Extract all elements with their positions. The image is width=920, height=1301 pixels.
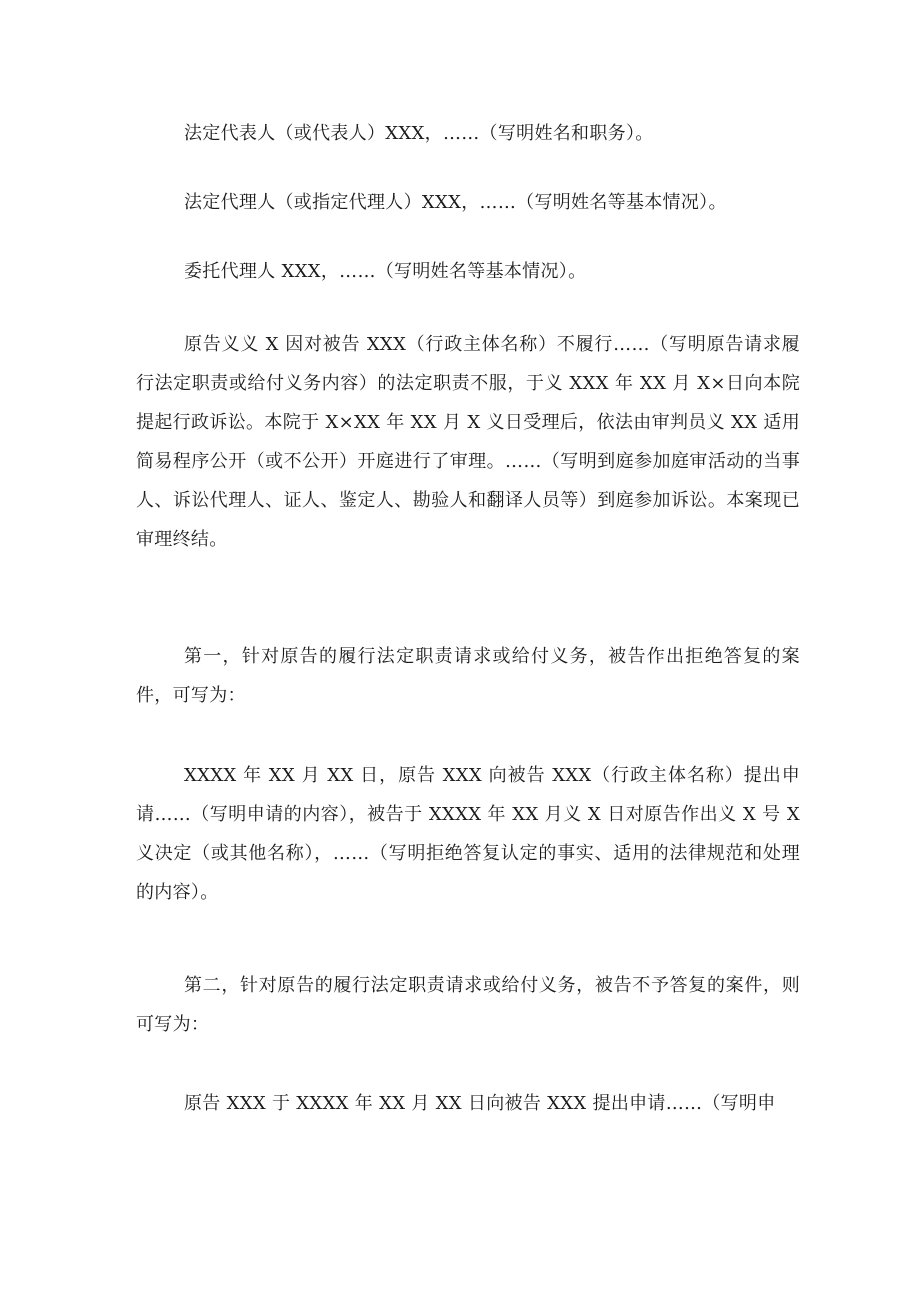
paragraph-case-background: 原告义义 X 因对被告 XXX（行政主体名称）不履行……（写明原告请求履行法定职责或给付义务内容）的法定职责不服，于义 XXX 年 XX 月 X×日向本院提起行政诉讼。本院于 X×XX 年 XX 月 X 义日受理后，依法由审判员义 XX 适用简易程序公开（或不公开）开庭进行了审理。……（写明到庭参加庭审活动的当事人、诉讼代理人、证人、鉴定人、勘验人和翻译人员等）到庭参加诉讼。本案现已审理终结。 <box>136 334 800 550</box>
paragraph-entrusted-agent: 委托代理人 XXX，……（写明姓名等基本情况）。 <box>184 261 587 282</box>
paragraph-statutory-agent: 法定代理人（或指定代理人）XXX，……（写明姓名等基本情况）。 <box>184 192 727 213</box>
paragraph-second-case-type: 第二，针对原告的履行法定职责请求或给付义务，被告不予答复的案件，则可写为： <box>136 975 800 1035</box>
paragraph-legal-representative: 法定代表人（或代表人）XXX，……（写明姓名和职务）。 <box>184 123 654 144</box>
paragraph-first-case-type: 第一，针对原告的履行法定职责请求或给付义务，被告作出拒绝答复的案件，可写为： <box>136 646 800 706</box>
paragraph-second-case-template: 原告 XXX 于 XXXX 年 XX 月 XX 日向被告 XXX 提出申请……（写明申 <box>184 1093 776 1114</box>
paragraph-first-case-template: XXXX 年 XX 月 XX 日，原告 XXX 向被告 XXX（行政主体名称）提出申请……（写明申请的内容），被告于 XXXX 年 XX 月义 X 日对原告作出义 X 号 X 义决定（或其他名称），……（写明拒绝答复认定的事实、适用的法律规范和处理的内容）。 <box>136 765 800 903</box>
